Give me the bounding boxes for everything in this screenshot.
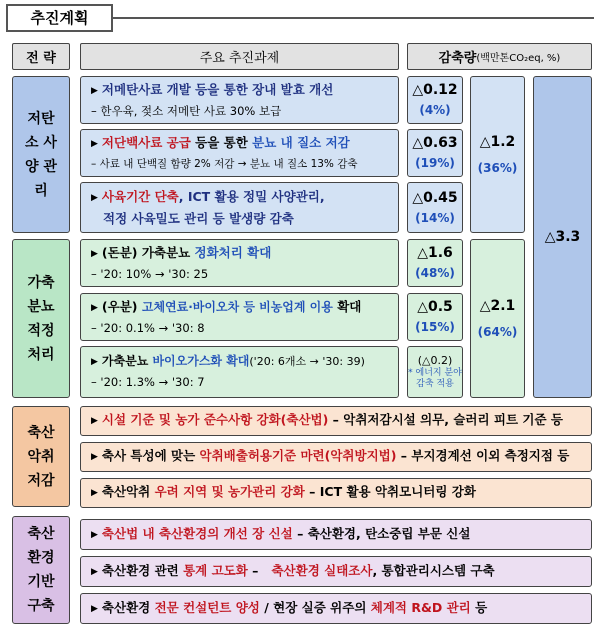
reduction-group-2: △2.1 (64%) [470, 239, 525, 398]
reduction-cell-5: △0.5 (15%) [407, 293, 463, 341]
task-odor-emission-standards: ▶ 축사 특성에 맞는 악취배출허용기준 마련(악취방지법) – 부지경계선 이외 측정지점 등 [80, 442, 592, 472]
header-tasks: 주요 추진과제 [80, 43, 399, 70]
arrow-marker-icon: ▶ [91, 302, 98, 313]
task-low-methane-feed: ▶ 저메탄사료 개발 등을 통한 장내 발효 개선 – 한우육, 젖소 저메탄 사료 30% 보급 [80, 76, 399, 124]
header-reduction-unit: (백만톤CO₂eq, %) [476, 53, 561, 64]
task-pig-manure: ▶ (돈분) 가축분뇨 정화처리 확대 – '20: 10% → '30: 25 [80, 239, 399, 287]
reduction-cell-4: △1.6 (48%) [407, 239, 463, 287]
header-reduction [407, 43, 592, 70]
reduction-group-1: △1.2 (36%) [470, 76, 525, 233]
header-strategy: 전 략 [12, 43, 70, 70]
arrow-marker-icon: ▶ [91, 248, 98, 259]
strategy-environment-infrastructure: 축산 환경 기반 구축 [12, 516, 70, 624]
strategy-odor-reduction: 축산 악취 저감 [12, 406, 70, 507]
section-title: 추진계획 [6, 4, 113, 32]
reduction-cell-6: (△0.2) * 에너지 분야 감축 적용 [407, 346, 463, 398]
arrow-marker-icon: ▶ [91, 85, 98, 96]
reduction-cell-3: △0.45 (14%) [407, 182, 463, 233]
strategy-low-carbon-feeding: 저탄소 사양 관리 [12, 76, 70, 233]
task-rearing-period: ▶ 사육기간 단축, ICT 활용 정밀 사양관리, 적정 사육밀도 관리 등 발생량 감축 [80, 182, 399, 233]
arrow-marker-icon: ▶ [91, 488, 98, 498]
arrow-marker-icon: ▶ [91, 138, 98, 149]
reduction-cell-1: △0.12 (4%) [407, 76, 463, 124]
arrow-marker-icon: ▶ [91, 566, 98, 577]
header-reduction-label: 감축량 [438, 51, 477, 66]
arrow-marker-icon: ▶ [91, 529, 98, 540]
arrow-marker-icon: ▶ [91, 603, 98, 614]
task-biogas: ▶ 가축분뇨 바이오가스화 확대('20: 6개소 → '30: 39) – '20: 1.3% → '30: 7 [80, 346, 399, 398]
task-low-protein-feed: ▶ 저단백사료 공급 등을 통한 분뇨 내 질소 저감 – 사료 내 단백질 함량 2% 저감 → 분뇨 내 질소 13% 감축 [80, 129, 399, 177]
task-facility-standards: ▶ 시설 기준 및 농가 준수사항 강화(축산법) – 악취저감시설 의무, 슬러리 피트 기준 등 [80, 406, 592, 436]
title-divider [113, 17, 594, 19]
reduction-cell-2: △0.63 (19%) [407, 129, 463, 177]
task-statistics-upgrade: ▶ 축산환경 관련 통계 고도화 – 축산환경 실태조사, 통합관리시스템 구축 [80, 556, 592, 587]
task-odor-farm-management: ▶ 축산악취 우려 지역 및 농가관리 강화 – ICT 활용 악취모니터링 강화 [80, 478, 592, 508]
arrow-marker-icon: ▶ [91, 357, 98, 367]
arrow-marker-icon: ▶ [91, 452, 98, 462]
task-cattle-manure: ▶ (우분) 고체연료·바이오차 등 비농업계 이용 확대 – '20: 0.1% → '30: 8 [80, 293, 399, 341]
task-livestock-act-chapter: ▶ 축산법 내 축산환경의 개선 장 신설 – 축산환경, 탄소중립 부문 신설 [80, 519, 592, 550]
reduction-total: △3.3 [533, 76, 592, 398]
task-consultant-training: ▶ 축산환경 전문 컨설턴트 양성 / 현장 실증 위주의 체계적 R&D 관리 등 [80, 593, 592, 624]
arrow-marker-icon: ▶ [91, 416, 98, 426]
arrow-marker-icon: ▶ [91, 193, 98, 203]
strategy-manure-treatment: 가축 분뇨 적정 처리 [12, 239, 70, 398]
